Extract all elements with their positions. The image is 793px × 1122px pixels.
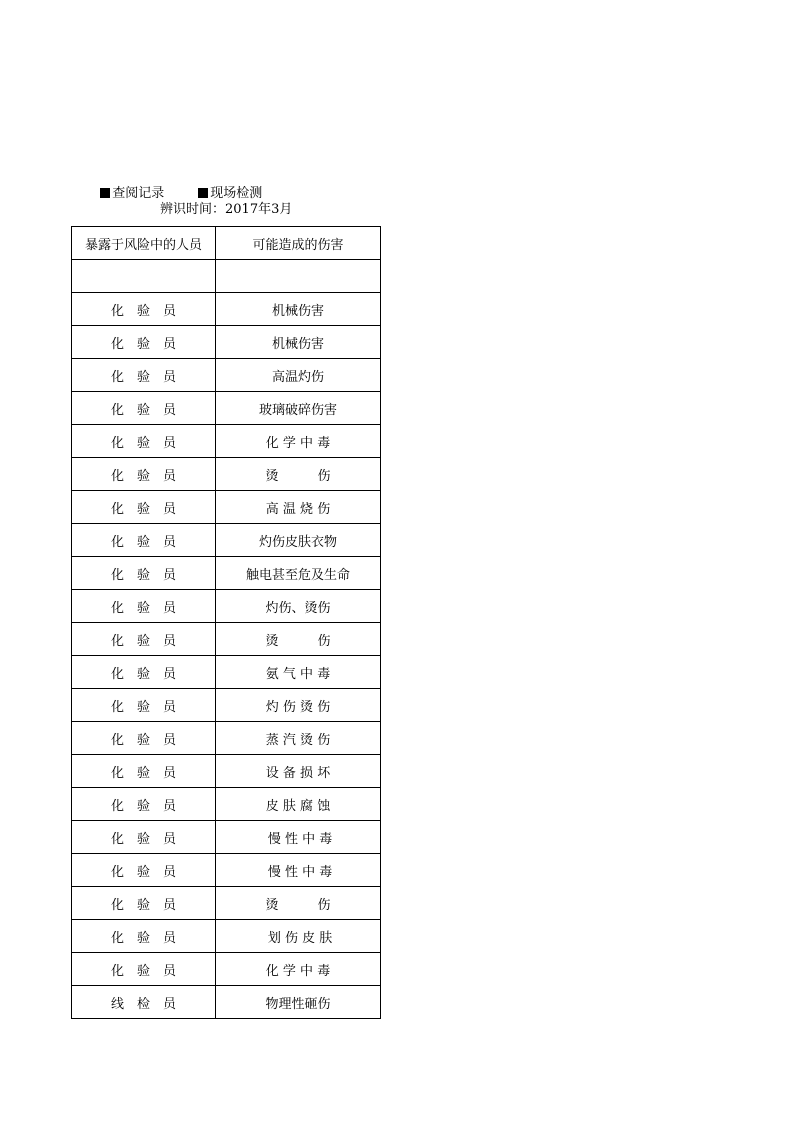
cell-personnel: 化 验 员 (72, 293, 216, 326)
cell-harm: 烫 伤 (216, 458, 381, 491)
black-square-icon (198, 188, 208, 198)
cell-harm (216, 260, 381, 293)
cell-personnel: 化 验 员 (72, 656, 216, 689)
cell-personnel: 化 验 员 (72, 623, 216, 656)
cell-harm: 慢 性 中 毒 (216, 854, 381, 887)
cell-personnel: 化 验 员 (72, 854, 216, 887)
table-row (72, 524, 381, 557)
table-row (72, 458, 381, 491)
cell-personnel: 化 验 员 (72, 458, 216, 491)
table-row (72, 656, 381, 689)
cell-harm: 物理性砸伤 (216, 986, 381, 1019)
cell-personnel: 化 验 员 (72, 491, 216, 524)
table-row (72, 326, 381, 359)
cell-personnel (72, 260, 216, 293)
cell-harm: 设 备 损 坏 (216, 755, 381, 788)
cell-harm: 灼伤、烫伤 (216, 590, 381, 623)
cell-harm: 蒸 汽 烫 伤 (216, 722, 381, 755)
table-row (72, 425, 381, 458)
table-row (72, 953, 381, 986)
table-row (72, 359, 381, 392)
table-row (72, 821, 381, 854)
black-square-icon (100, 188, 110, 198)
header-exposed-personnel: 暴露于风险中的人员 (72, 227, 216, 260)
cell-harm: 化 学 中 毒 (216, 425, 381, 458)
cell-personnel: 化 验 员 (72, 689, 216, 722)
header-possible-harm: 可能造成的伤害 (216, 227, 381, 260)
cell-harm: 慢 性 中 毒 (216, 821, 381, 854)
identification-time: 辨识时间：2017年3月 (160, 202, 293, 217)
table-row (72, 788, 381, 821)
cell-personnel: 线 检 员 (72, 986, 216, 1019)
table-row (72, 293, 381, 326)
cell-harm: 灼伤皮肤衣物 (216, 524, 381, 557)
table-row (72, 623, 381, 656)
cell-personnel: 化 验 员 (72, 920, 216, 953)
table-row (72, 887, 381, 920)
table-row (72, 557, 381, 590)
method-label: 现场检测 (210, 186, 263, 201)
cell-harm: 皮 肤 腐 蚀 (216, 788, 381, 821)
cell-personnel: 化 验 员 (72, 821, 216, 854)
cell-harm: 机械伤害 (216, 293, 381, 326)
cell-personnel: 化 验 员 (72, 557, 216, 590)
cell-personnel: 化 验 员 (72, 524, 216, 557)
cell-harm: 高温灼伤 (216, 359, 381, 392)
cell-harm: 烫 伤 (216, 623, 381, 656)
identification-methods (92, 167, 262, 203)
cell-personnel: 化 验 员 (72, 722, 216, 755)
cell-harm: 高 温 烧 伤 (216, 491, 381, 524)
table-row (72, 590, 381, 623)
table-row (72, 755, 381, 788)
method-label: 查阅记录 (112, 186, 165, 201)
table-row (72, 986, 381, 1019)
cell-harm: 烫 伤 (216, 887, 381, 920)
cell-personnel: 化 验 员 (72, 425, 216, 458)
table-row (72, 689, 381, 722)
table-row (72, 491, 381, 524)
cell-harm: 机械伤害 (216, 326, 381, 359)
cell-personnel: 化 验 员 (72, 953, 216, 986)
cell-personnel: 化 验 员 (72, 788, 216, 821)
cell-harm: 触电甚至危及生命 (216, 557, 381, 590)
hazard-table (71, 226, 381, 1019)
cell-personnel: 化 验 员 (72, 392, 216, 425)
method-item (100, 185, 164, 203)
cell-personnel: 化 验 员 (72, 755, 216, 788)
cell-personnel: 化 验 员 (72, 887, 216, 920)
table-row (72, 854, 381, 887)
cell-harm: 划 伤 皮 肤 (216, 920, 381, 953)
table-row (72, 920, 381, 953)
cell-personnel: 化 验 员 (72, 359, 216, 392)
table-header-row (72, 227, 381, 260)
table-row (72, 260, 381, 293)
cell-harm: 玻璃破碎伤害 (216, 392, 381, 425)
table-row (72, 392, 381, 425)
table-row (72, 722, 381, 755)
cell-harm: 灼 伤 烫 伤 (216, 689, 381, 722)
cell-personnel: 化 验 员 (72, 590, 216, 623)
cell-harm: 氨 气 中 毒 (216, 656, 381, 689)
cell-personnel: 化 验 员 (72, 326, 216, 359)
cell-harm: 化 学 中 毒 (216, 953, 381, 986)
